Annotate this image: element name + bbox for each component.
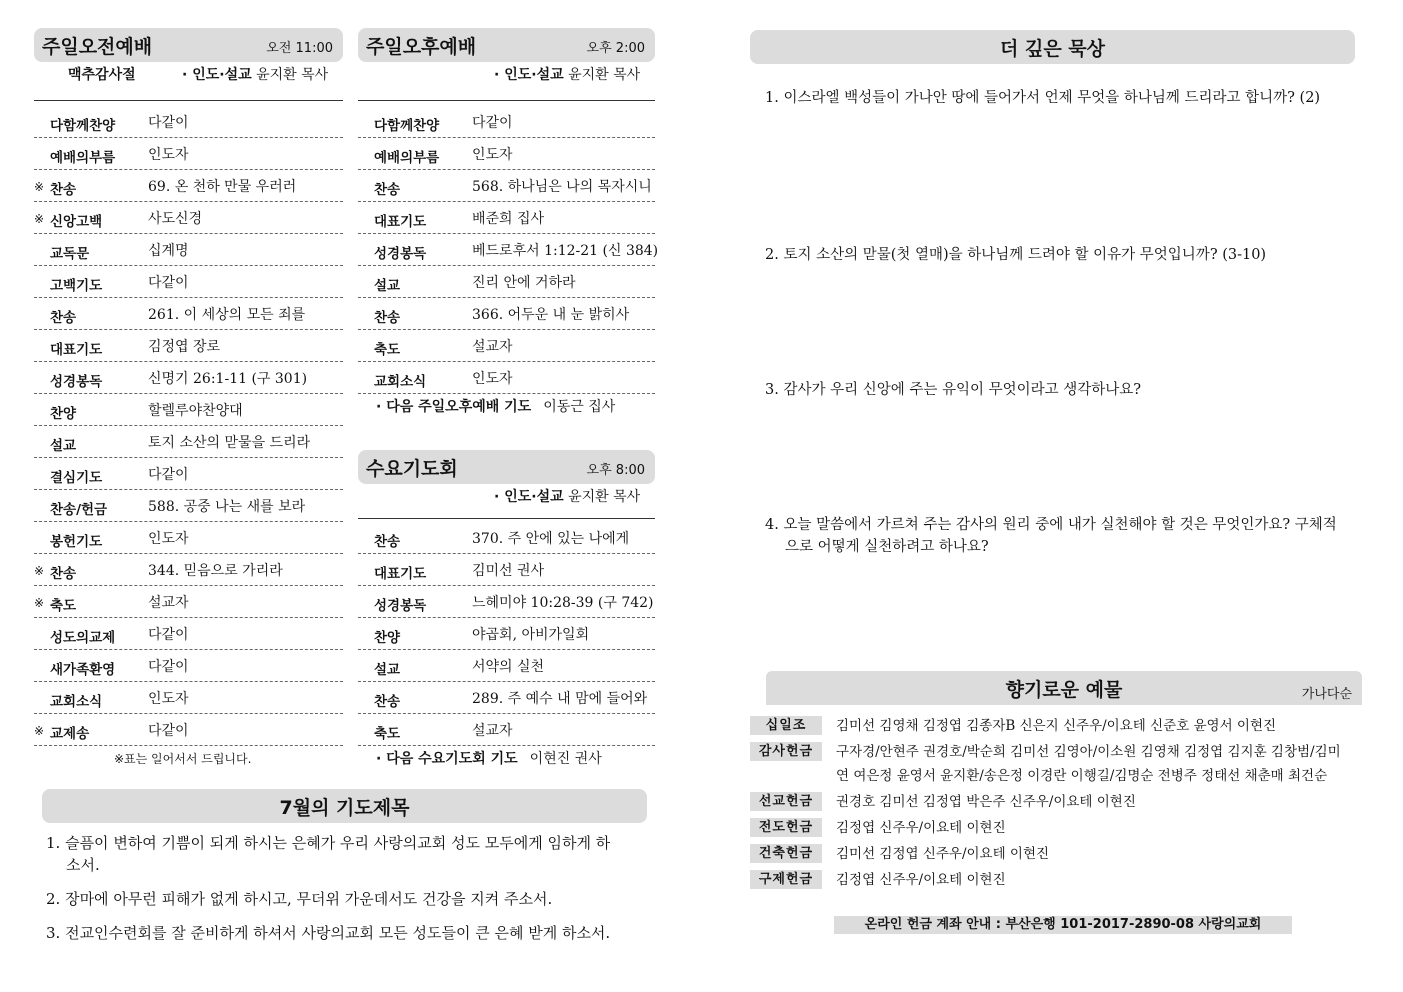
afternoon-order-value: 다같이 <box>472 115 513 131</box>
wednesday-order-row <box>358 650 655 682</box>
afternoon-order-value: 366. 어두운 내 눈 밝히사 <box>472 307 630 323</box>
prayer-topic-1: 1. 슬픔이 변하여 기쁨이 되게 하시는 은혜가 우리 사랑의교회 성도 모두에게 임하게 하소서. <box>46 834 611 874</box>
morning-standing-note: ※표는 일어서서 드립니다. <box>114 752 252 766</box>
morning-order-label: 설교 <box>50 438 77 454</box>
afternoon-order-row <box>358 170 655 202</box>
offering-names: 김미선 김영채 김정엽 김종자B 신은지 신주우/이요테 신준호 윤영서 이현진 <box>836 718 1277 734</box>
prayer-topics-header <box>42 789 647 823</box>
offering-category: 전도헌금 <box>750 818 822 837</box>
morning-order-label: 예배의부름 <box>50 150 116 166</box>
morning-order-value: 인도자 <box>148 531 189 547</box>
prayer-topics-list <box>46 832 616 944</box>
morning-order-value: 신명기 26:1-11 (구 301) <box>148 371 308 387</box>
morning-order-row <box>34 266 343 298</box>
morning-order-value: 다같이 <box>148 627 189 643</box>
wednesday-order-row <box>358 586 655 618</box>
morning-order-row <box>34 618 343 650</box>
afternoon-order-value: 베드로후서 1:12-21 (신 384) <box>472 243 659 259</box>
morning-order-label: 찬송/헌금 <box>50 502 108 518</box>
morning-order-label: 새가족환영 <box>50 662 116 678</box>
morning-order-row <box>34 586 343 618</box>
morning-order-value: 다같이 <box>148 275 189 291</box>
morning-order-value: 344. 믿음으로 가리라 <box>148 563 283 579</box>
morning-order-label: 신앙고백 <box>50 214 103 230</box>
morning-order-row <box>34 490 343 522</box>
morning-order-value: 588. 공중 나는 새를 보라 <box>148 499 306 515</box>
afternoon-order-row <box>358 298 655 330</box>
morning-order-label: 찬송 <box>50 310 77 326</box>
morning-order-row <box>34 394 343 426</box>
offering-category: 십일조 <box>750 716 822 735</box>
online-offering-account: 온라인 헌금 계좌 안내 : 부산은행 101-2017-2890-08 사랑의교회 <box>834 916 1292 934</box>
wednesday-service-title: 수요기도회 <box>366 458 458 480</box>
afternoon-next-name: 이동근 집사 <box>543 399 616 415</box>
morning-order-value: 69. 온 천하 만물 우러러 <box>148 179 297 195</box>
wednesday-order-label: 찬송 <box>374 534 401 550</box>
afternoon-order-label: 예배의부름 <box>374 150 440 166</box>
prayer-topics-title: 7월의 기도제목 <box>279 797 410 819</box>
morning-leader-line: · 인도·설교 윤지환 목사 <box>182 67 329 83</box>
morning-order-value: 다같이 <box>148 115 189 131</box>
afternoon-order-value: 568. 하나님은 나의 목자시니 <box>472 179 652 195</box>
afternoon-leader-name: 윤지환 목사 <box>568 67 641 83</box>
offering-category: 구제헌금 <box>750 870 822 889</box>
afternoon-order-row <box>358 330 655 362</box>
offering-row <box>750 740 1350 788</box>
offering-row <box>750 714 1350 738</box>
morning-order-label: 성도의교제 <box>50 630 116 646</box>
prayer-topic-3: 3. 전교인수련회를 잘 준비하게 하셔서 사랑의교회 모든 성도들이 큰 은혜 받게 하소서. <box>46 924 611 942</box>
afternoon-order-row <box>358 106 655 138</box>
morning-service-header <box>34 28 343 62</box>
wednesday-order-value: 느헤미야 10:28-39 (구 742) <box>472 595 654 611</box>
wednesday-order-value: 야곱회, 아비가일회 <box>472 627 590 643</box>
afternoon-order-value: 인도자 <box>472 371 513 387</box>
afternoon-order-row <box>358 266 655 298</box>
morning-order-value: 다같이 <box>148 659 189 675</box>
morning-order-row <box>34 458 343 490</box>
morning-order-value: 십계명 <box>148 243 189 259</box>
meditation-question-1: 1. 이스라엘 백성들이 가나안 땅에 들어가서 언제 무엇을 하나님께 드리라고 합니까? (2) <box>765 90 1321 106</box>
morning-order-row <box>34 554 343 586</box>
morning-order-label: 다함께찬양 <box>50 118 116 134</box>
offering-names: 구자경/안현주 권경호/박순희 김미선 김영아/이소원 김영채 김정엽 김지훈 김창범/김미연 여은정 윤영서 윤지환/송은정 이경란 이행길/김명순 전병주 정태선 채춘매 최건순 <box>836 744 1341 784</box>
morning-order-label: 성경봉독 <box>50 374 103 390</box>
standing-mark: ※ <box>34 724 45 738</box>
wednesday-leader-label: 인도·설교 <box>504 489 564 505</box>
wednesday-leader-name: 윤지환 목사 <box>568 489 641 505</box>
morning-service-title: 주일오전예배 <box>42 36 153 58</box>
afternoon-service-header <box>358 28 655 62</box>
afternoon-order-label: 찬송 <box>374 310 401 326</box>
wednesday-order-row <box>358 522 655 554</box>
morning-order-label: 고백기도 <box>50 278 103 294</box>
morning-order-value: 김정엽 장로 <box>148 339 221 355</box>
morning-order-value: 다같이 <box>148 723 189 739</box>
meditation-title: 더 깊은 묵상 <box>1000 38 1105 60</box>
morning-order-value: 다같이 <box>148 467 189 483</box>
wednesday-next-name: 이현진 권사 <box>529 751 602 767</box>
morning-order-list <box>34 106 343 746</box>
morning-order-label: 찬양 <box>50 406 77 422</box>
meditation-question-4: 4. 오늘 말씀에서 가르쳐 주는 감사의 원리 중에 내가 실천해야 할 것은 무엇인가요? 구체적으로 어떻게 실천하려고 하나요? <box>765 517 1337 555</box>
afternoon-order-list <box>358 106 659 394</box>
wednesday-order-row <box>358 554 655 586</box>
morning-order-value: 인도자 <box>148 691 189 707</box>
wednesday-order-label: 설교 <box>374 662 401 678</box>
morning-order-label: 결심기도 <box>50 470 103 486</box>
morning-order-row <box>34 234 343 266</box>
prayer-topic-2: 2. 장마에 아무런 피해가 없게 하시고, 무더위 가운데서도 건강을 지켜 주소서. <box>46 890 553 908</box>
afternoon-leader-label: 인도·설교 <box>504 67 564 83</box>
afternoon-order-value: 인도자 <box>472 147 513 163</box>
morning-order-value: 인도자 <box>148 147 189 163</box>
offering-names: 권경호 김미선 김정엽 박은주 신주우/이요테 이현진 <box>836 794 1136 810</box>
wednesday-order-label: 찬양 <box>374 630 401 646</box>
offering-category: 감사헌금 <box>750 742 822 761</box>
morning-order-label: 봉헌기도 <box>50 534 103 550</box>
afternoon-top-rule <box>358 100 655 101</box>
meditation-question-3: 3. 감사가 우리 신앙에 주는 유익이 무엇이라고 생각하나요? <box>765 382 1142 398</box>
morning-leader-name: 윤지환 목사 <box>256 67 329 83</box>
morning-order-label: 찬송 <box>50 566 77 582</box>
standing-mark: ※ <box>34 564 45 578</box>
offering-list <box>750 714 1350 894</box>
wednesday-next-label: 다음 수요기도회 기도 <box>386 751 518 767</box>
morning-order-label: 대표기도 <box>50 342 103 358</box>
morning-order-row <box>34 426 343 458</box>
morning-order-row <box>34 362 343 394</box>
wednesday-order-list <box>358 522 655 746</box>
morning-order-row <box>34 106 343 138</box>
wednesday-order-row <box>358 618 655 650</box>
wednesday-order-row <box>358 714 655 746</box>
morning-order-row <box>34 714 343 746</box>
afternoon-order-label: 성경봉독 <box>374 246 427 262</box>
offering-row <box>750 868 1350 892</box>
afternoon-order-row <box>358 234 659 266</box>
meditation-question-2: 2. 토지 소산의 맏물(첫 열매)을 하나님께 드려야 할 이유가 무엇입니까? (3-10) <box>765 247 1267 263</box>
wednesday-order-label: 찬송 <box>374 694 401 710</box>
offering-row <box>750 816 1350 840</box>
morning-order-value: 설교자 <box>148 595 189 611</box>
standing-mark: ※ <box>34 212 45 226</box>
afternoon-order-value: 진리 안에 거하라 <box>472 275 576 291</box>
standing-mark: ※ <box>34 180 45 194</box>
morning-order-row <box>34 330 343 362</box>
morning-service-time: 오전 11:00 <box>266 41 333 56</box>
wednesday-order-value: 김미선 권사 <box>472 563 545 579</box>
wednesday-order-label: 성경봉독 <box>374 598 427 614</box>
wednesday-top-rule <box>358 518 655 519</box>
offering-order-note: 가나다순 <box>1301 687 1352 702</box>
offering-category: 건축헌금 <box>750 844 822 863</box>
morning-order-label: 교독문 <box>50 246 90 262</box>
morning-order-row <box>34 298 343 330</box>
afternoon-service-time: 오후 2:00 <box>586 41 645 56</box>
standing-mark: ※ <box>34 596 45 610</box>
afternoon-order-label: 대표기도 <box>374 214 427 230</box>
offering-header <box>766 671 1362 705</box>
afternoon-order-label: 축도 <box>374 342 401 358</box>
morning-order-row <box>34 202 343 234</box>
afternoon-next-prayer: · 다음 주일오후예배 기도 이동근 집사 <box>376 399 616 415</box>
morning-top-rule <box>34 100 343 101</box>
wednesday-leader-line: · 인도·설교 윤지환 목사 <box>494 489 641 505</box>
afternoon-order-row <box>358 138 655 170</box>
wednesday-order-value: 289. 주 예수 내 맘에 들어와 <box>472 691 648 707</box>
morning-order-row <box>34 522 343 554</box>
morning-order-label: 교제송 <box>50 726 90 742</box>
afternoon-order-label: 설교 <box>374 278 401 294</box>
offering-names: 김정엽 신주우/이요테 이현진 <box>836 872 1006 888</box>
wednesday-order-row <box>358 682 655 714</box>
afternoon-next-label: 다음 주일오후예배 기도 <box>386 399 532 415</box>
morning-order-row <box>34 650 343 682</box>
afternoon-order-label: 다함께찬양 <box>374 118 440 134</box>
offering-row <box>750 790 1350 814</box>
wednesday-order-value: 370. 주 안에 있는 나에게 <box>472 531 630 547</box>
morning-order-value: 261. 이 세상의 모든 죄를 <box>148 307 306 323</box>
offering-names: 김정엽 신주우/이요테 이현진 <box>836 820 1006 836</box>
offering-category: 선교헌금 <box>750 792 822 811</box>
morning-leader-label: 인도·설교 <box>192 67 252 83</box>
afternoon-order-label: 교회소식 <box>374 374 427 390</box>
morning-order-value: 할렐루야찬양대 <box>148 403 243 419</box>
morning-order-row <box>34 170 343 202</box>
afternoon-order-label: 찬송 <box>374 182 401 198</box>
wednesday-next-prayer: · 다음 수요기도회 기도 이현진 권사 <box>376 751 602 767</box>
morning-order-value: 토지 소산의 맏물을 드리라 <box>148 435 311 451</box>
wednesday-service-time: 오후 8:00 <box>586 463 645 478</box>
morning-order-label: 찬송 <box>50 182 77 198</box>
afternoon-order-value: 배준희 집사 <box>472 211 545 227</box>
wednesday-order-label: 축도 <box>374 726 401 742</box>
morning-order-row <box>34 682 343 714</box>
wednesday-order-label: 대표기도 <box>374 566 427 582</box>
morning-order-row <box>34 138 343 170</box>
offering-row <box>750 842 1350 866</box>
afternoon-order-value: 설교자 <box>472 339 513 355</box>
wednesday-order-value: 서약의 실천 <box>472 659 545 675</box>
afternoon-order-row <box>358 202 655 234</box>
afternoon-order-row <box>358 362 655 394</box>
morning-occasion: 맥추감사절 <box>68 67 136 83</box>
morning-order-label: 교회소식 <box>50 694 103 710</box>
wednesday-order-value: 설교자 <box>472 723 513 739</box>
wednesday-service-header <box>358 450 655 484</box>
offering-names: 김미선 김정엽 신주우/이요테 이현진 <box>836 846 1050 862</box>
meditation-header <box>750 30 1355 64</box>
morning-order-label: 축도 <box>50 598 77 614</box>
offering-title: 향기로운 예물 <box>1005 679 1123 701</box>
afternoon-leader-line: · 인도·설교 윤지환 목사 <box>494 67 641 83</box>
afternoon-service-title: 주일오후예배 <box>366 36 477 58</box>
morning-order-value: 사도신경 <box>148 211 203 227</box>
